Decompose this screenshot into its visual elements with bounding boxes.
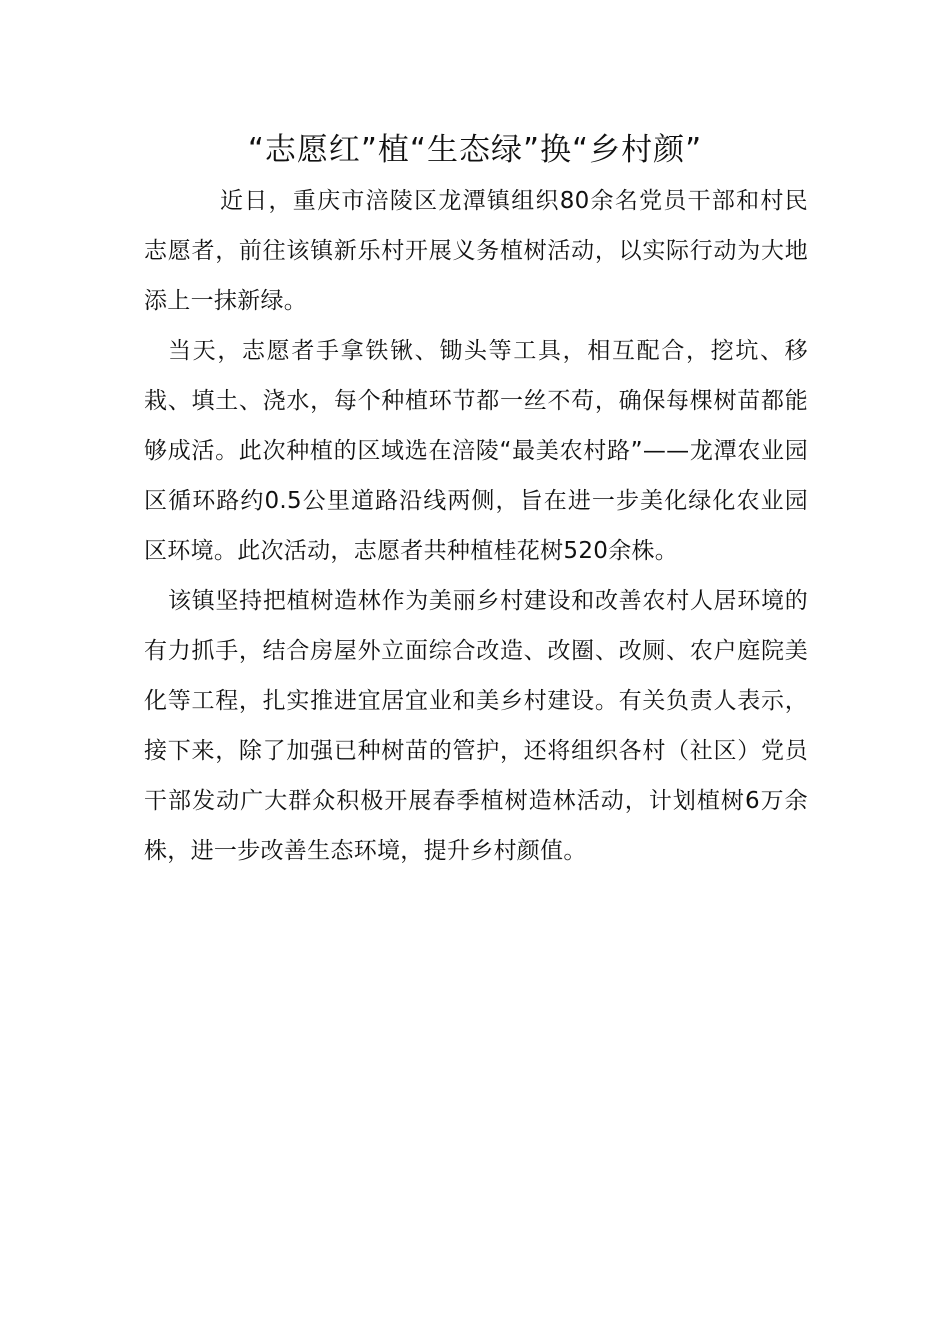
article-body <box>144 176 808 876</box>
article-title: “志愿红”植“生态绿”换“乡村颜” <box>247 132 703 168</box>
paragraph-1: 近日，重庆市涪陵区龙潭镇组织80余名党员干部和村民志愿者，前往该镇新乐村开展义务植树活动，以实际行动为大地添上一抹新绿。 <box>144 188 808 314</box>
paragraph-3: 该镇坚持把植树造林作为美丽乡村建设和改善农村人居环境的有力抓手，结合房屋外立面综合改造、改圈、改厕、农户庭院美化等工程，扎实推进宜居宜业和美乡村建设。有关负责人表示，接下来，除了加强已种树苗的管护，还将组织各村（社区）党员干部发动广大群众积极开展春季植树造林活动，计划植树6万余株，进一步改善生态环境，提升乡村颜值。 <box>144 588 808 864</box>
paragraph-2: 当天，志愿者手拿铁锹、锄头等工具，相互配合，挖坑、移栽、填土、浇水，每个种植环节都一丝不苟，确保每棵树苗都能够成活。此次种植的区域选在涪陵“最美农村路”——龙潭农业园区循环路约0.5公里道路沿线两侧，旨在进一步美化绿化农业园区环境。此次活动，志愿者共种植桂花树520余株。 <box>144 338 808 564</box>
